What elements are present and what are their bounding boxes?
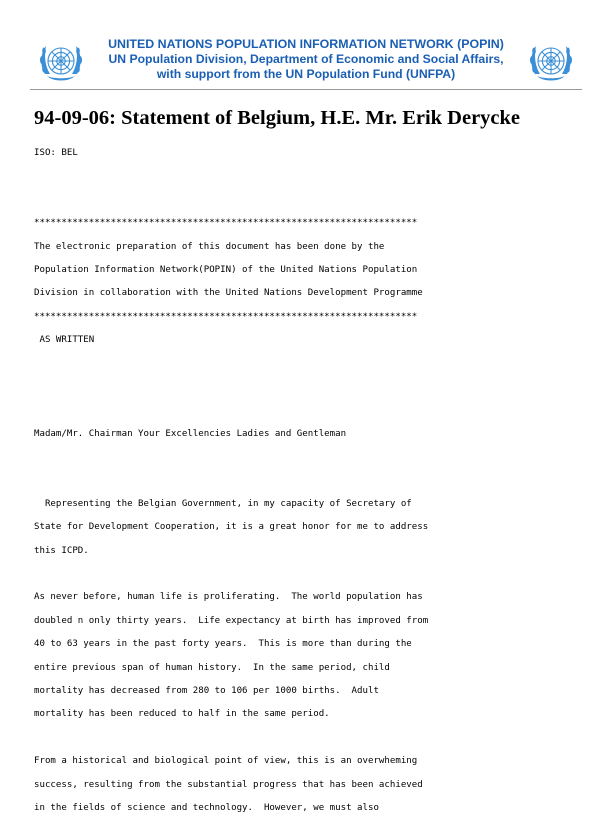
page-title: 94-09-06: Statement of Belgium, H.E. Mr. Erik Derycke — [34, 107, 521, 129]
text-line: State for Development Cooperation, it is a great honor for me to address — [34, 522, 429, 533]
text-line: AS WRITTEN — [34, 335, 95, 346]
text-line: Population Information Network(POPIN) of the United Nations Population — [34, 264, 418, 275]
text-line: From a historical and biological point of view, this is an overwheming — [34, 756, 418, 767]
text-line: in the fields of science and technology. However, we must also — [34, 802, 379, 813]
text-line: this ICPD. — [34, 545, 89, 556]
header-line-3: with support from the UN Population Fund (UNFPA) — [156, 67, 456, 81]
text-line — [34, 399, 579, 422]
text-line — [34, 353, 579, 376]
text-line: success, resulting from the substantial progress that has been achieved — [34, 779, 423, 790]
text-line: mortality has been reduced to half in the same period. — [34, 709, 330, 720]
text-line: Madam/Mr. Chairman Your Excellencies Ladies and Gentleman — [34, 428, 347, 439]
text-line: doubled n only thirty years. Life expectancy at birth has improved from — [34, 615, 429, 626]
text-line: ********************************************************************** — [34, 218, 418, 229]
text-line: ********************************************************************** — [34, 311, 418, 322]
text-line — [34, 446, 579, 469]
text-line: ISO: BEL — [34, 148, 78, 158]
un-emblem-icon — [526, 38, 576, 88]
text-line: mortality has decreased from 280 to 106 per 1000 births. Adult — [34, 685, 379, 696]
text-line — [34, 563, 579, 586]
text-line: 40 to 63 years in the past forty years. This is more than during the — [34, 639, 412, 650]
un-emblem-icon — [36, 38, 86, 88]
text-line: Representing the Belgian Government, in my capacity of Secretary of — [34, 498, 412, 509]
text-line: The electronic preparation of this document has been done by the — [34, 241, 385, 252]
header-line-2: UN Population Division, Department of Economic and Social Affairs, — [108, 52, 504, 66]
header-line-1: UNITED NATIONS POPULATION INFORMATION NETWORK (POPIN) — [108, 37, 504, 51]
text-line: entire previous span of human history. In the same period, child — [34, 662, 390, 673]
text-line — [34, 376, 579, 399]
popin-header-text — [90, 37, 522, 82]
header-divider — [30, 89, 582, 90]
text-line — [34, 727, 579, 750]
document-body — [34, 142, 579, 820]
text-line — [34, 165, 579, 188]
text-line: Division in collaboration with the United Nations Development Programme — [34, 288, 423, 299]
page-header — [30, 34, 582, 92]
text-line — [34, 469, 579, 492]
text-line — [34, 189, 579, 212]
text-line: As never before, human life is proliferating. The world population has — [34, 592, 423, 603]
